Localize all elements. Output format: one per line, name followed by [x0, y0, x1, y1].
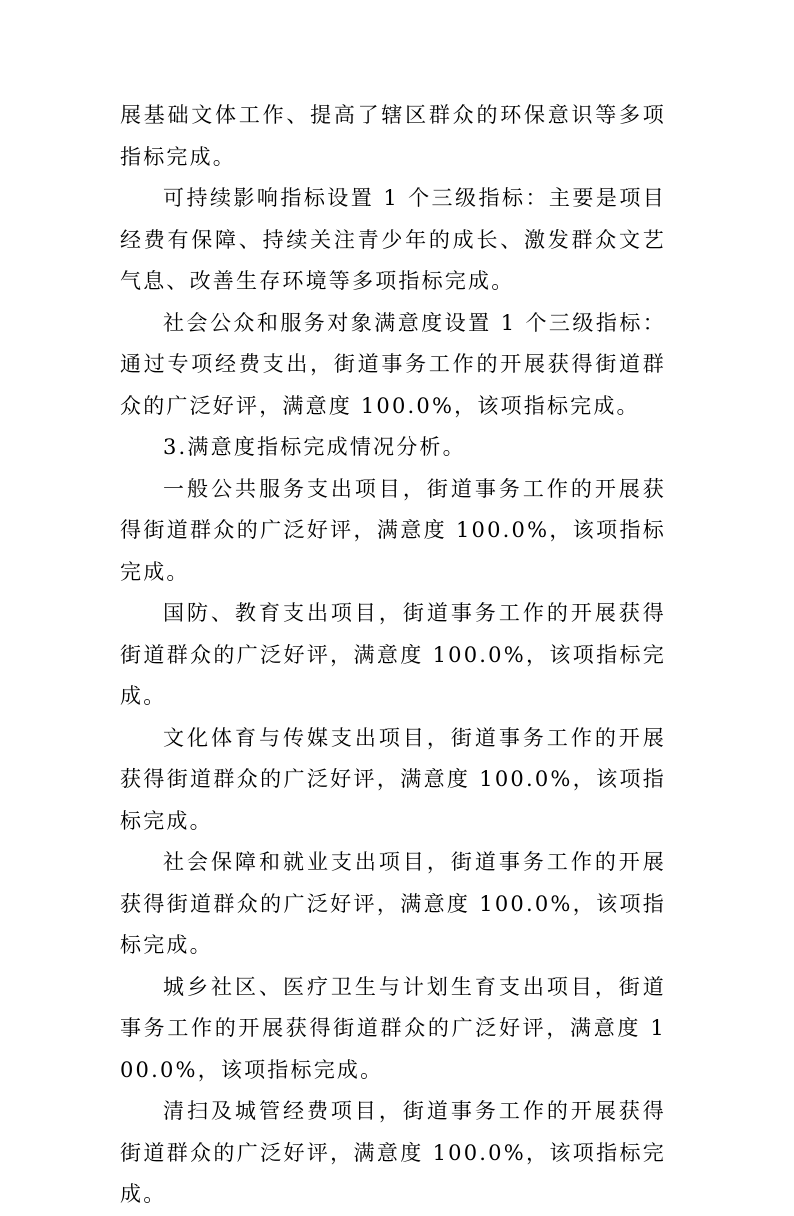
document-body — [120, 95, 666, 1216]
paragraph-cleaning-urban-management: 清扫及城管经费项目，街道事务工作的开展获得街道群众的广泛好评，满意度 100.0%，该项指标完成。 — [120, 1099, 666, 1206]
paragraph-satisfaction-indicator: 社会公众和服务对象满意度设置 1 个三级指标：通过专项经费支出，街道事务工作的开展获得街道群众的广泛好评，满意度 100.0%，该项指标完成。 — [120, 310, 666, 418]
paragraph-culture-sports-media: 文化体育与传媒支出项目，街道事务工作的开展获得街道群众的广泛好评，满意度 100.0%，该项指标完成。 — [120, 725, 666, 833]
paragraph-continuation: 展基础文体工作、提高了辖区群众的环保意识等多项指标完成。 — [120, 103, 666, 169]
paragraph-sustainability-indicator: 可持续影响指标设置 1 个三级指标：主要是项目经费有保障、持续关注青少年的成长、激发群众文艺气息、改善生存环境等多项指标完成。 — [120, 186, 666, 293]
paragraph-defense-education: 国防、教育支出项目，街道事务工作的开展获得街道群众的广泛好评，满意度 100.0%，该项指标完成。 — [120, 601, 666, 708]
section-heading-satisfaction-analysis: 3.满意度指标完成情况分析。 — [163, 435, 466, 459]
paragraph-social-security-employment: 社会保障和就业支出项目，街道事务工作的开展获得街道群众的广泛好评，满意度 100.0%，该项指标完成。 — [120, 850, 666, 957]
paragraph-community-health-planning: 城乡社区、医疗卫生与计划生育支出项目，街道事务工作的开展获得街道群众的广泛好评，满意度 100.0%，该项指标完成。 — [120, 974, 666, 1082]
paragraph-general-public-service: 一般公共服务支出项目，街道事务工作的开展获得街道群众的广泛好评，满意度 100.0%，该项指标完成。 — [120, 476, 666, 584]
